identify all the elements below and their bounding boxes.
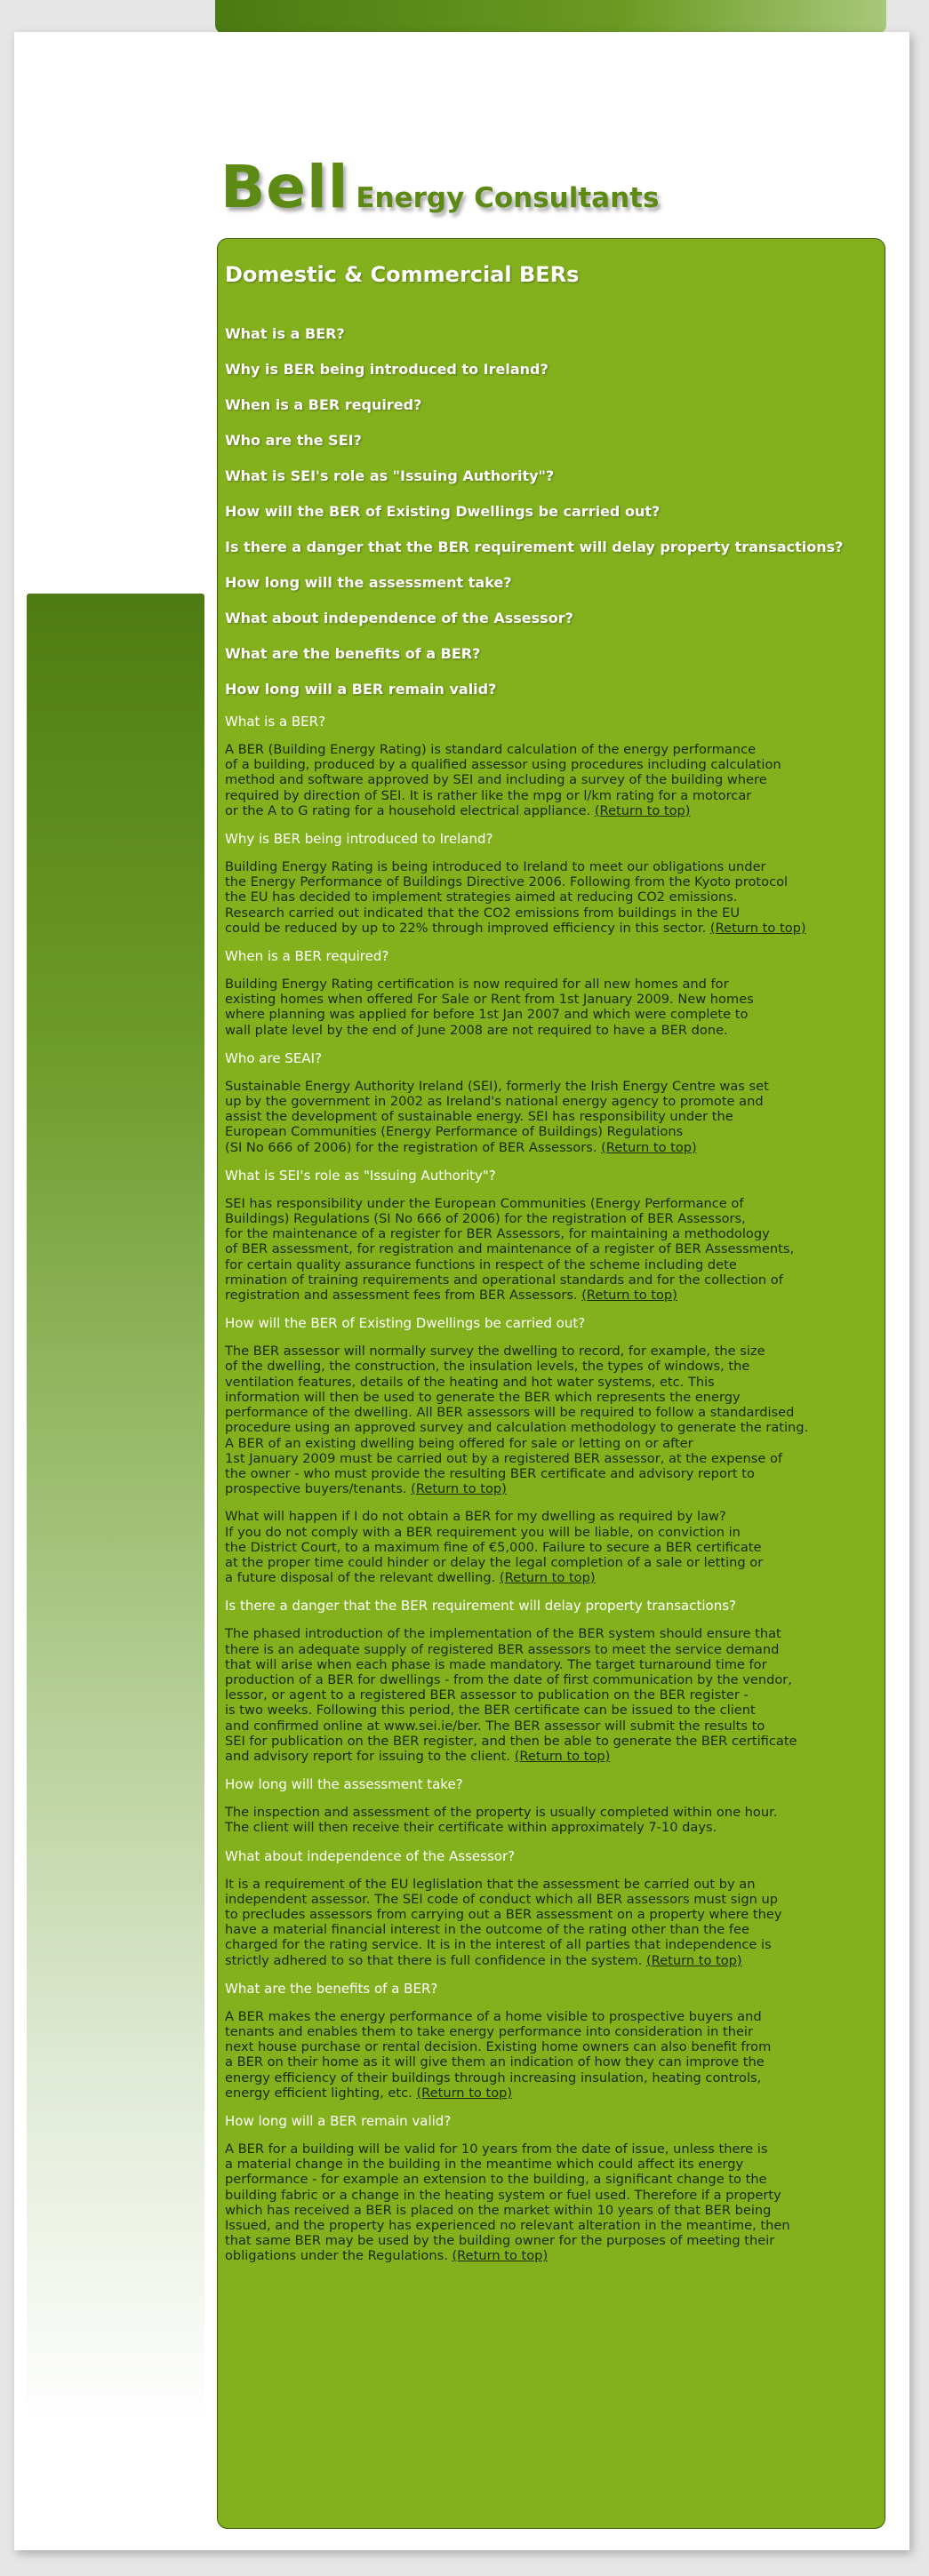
return-to-top-link[interactable]: (Return to top) [581, 1288, 677, 1304]
faq-answer-text: It is a requirement of the EU leglislation that the assessment be carried out by an independent assessor. The SEI code of conduct which all BER assessors must sign up to precludes assessors from carrying out a BER assessment on a property where they have a material financial interest in the outcome of the rating other than the fee charged for the rating service. It is in the interest of all parties that independence is strictly adhered to so that there is full confidence in the system. [225, 1876, 782, 1968]
faq-question: What about independence of the Assessor? [225, 1847, 516, 1864]
faq-question: When is a BER required? [225, 948, 389, 965]
toc-item [225, 575, 877, 591]
faq-answer-text: SEI has responsibility under the European Communities (Energy Performance of Buildings) Regulations (SI No 666 of 2006) for the registration of BER Assessors, for the maintenance of a register for BER Assessors, for maintaining a methodology of BER assessment, for registration and maintenance of a register of BER Assessments, for certain quality assurance functions in respect of the scheme including dete rmination of training requirements and operational standards and for the collection of registration and assessment fees from BER Assessors. [225, 1195, 795, 1304]
faq-question: Who are SEAI? [225, 1049, 322, 1066]
page-title: Domestic & Commercial BERs [225, 262, 580, 287]
faq-question: What is a BER? [225, 714, 326, 730]
toc-item [225, 468, 877, 484]
faq-answer-text: The BER assessor will normally survey the dwelling to record, for example, the size of the dwelling, the construction, the insulation levels, the types of windows, the ventilation features, details of the heating and hot water systems, etc. This information will then be used to generate the BER which represents the energy performance of the dwelling. All BER assessors will be required to follow a standardised procedure using an approved survey and calculation methodology to generate the rating. A BER of an existing dwelling being offered for sale or letting on or after 1st January 2009 must be carried out by a registered BER assessor, at the expense of the owner - who must provide the resulting BER certificate and advisory report to prospective buyers/tenants. [225, 1344, 809, 1497]
faq-answer [225, 1805, 877, 1835]
toc-item [225, 433, 877, 449]
toc-item [225, 504, 877, 520]
toc-link[interactable]: What is SEI's role as "Issuing Authority"? [225, 467, 555, 484]
toc-link[interactable]: Who are the SEI? [225, 432, 362, 449]
logo-brand-small: Energy Consultants [356, 182, 660, 214]
faq-question: What are the benefits of a BER? [225, 1980, 438, 1997]
toc-item [225, 362, 877, 378]
faq-question: How long will the assessment take? [225, 1776, 463, 1793]
faq-answer [225, 2141, 877, 2264]
faq-answer [225, 2009, 877, 2101]
site-logo[interactable] [220, 153, 659, 221]
toc-item [225, 326, 877, 342]
faq-answer [225, 1196, 877, 1303]
toc-link[interactable]: What about independence of the Assessor? [225, 610, 573, 626]
toc-link[interactable]: How will the BER of Existing Dwellings be carried out? [225, 503, 661, 520]
faq-answer-text: Building Energy Rating certification is now required for all new homes and for existing homes when offered For Sale or Rent from 1st January 2009. New homes where planning was applied for before 1st Jan 2007 and which were complete to wall plate level by the end of June 2008 are not required to have a BER done. [225, 977, 754, 1038]
faq-answer-text: A BER (Building Energy Rating) is standard calculation of the energy performance of a building, produced by a qualified assessor using procedures including calculation method and software approved by SEI and including a survey of the building where required by direction of SEI. It is rather like the mpg or l/km rating for a motorcar or the A to G rating for a household electrical appliance. [225, 742, 781, 818]
faq-answer [225, 1877, 877, 1968]
toc-link[interactable]: When is a BER required? [225, 396, 422, 413]
faq-answer [225, 742, 877, 818]
return-to-top-link[interactable]: (Return to top) [416, 2085, 513, 2101]
toc-item [225, 682, 877, 698]
return-to-top-link[interactable]: (Return to top) [594, 802, 691, 818]
faq-answer-text: The inspection and assessment of the property is usually completed within one hour. The client will then receive their certificate within approximately 7-10 days. [225, 1805, 778, 1836]
return-to-top-link[interactable]: (Return to top) [452, 2248, 549, 2264]
toc-item [225, 539, 877, 555]
faq-table-of-contents [225, 326, 877, 698]
sidebar-gradient [27, 594, 204, 2424]
main-content [217, 238, 885, 2529]
faq-answer [225, 1344, 877, 1496]
faq-answer-text: A BER for a building will be valid for 10 years from the date of issue, unless there is a material change in the building in the meantime which could affect its energy performance - for example an extension to the building, a significant change to the building fabric or a change in the heating system or fuel used. Therefore if a property which has received a BER is placed on the market within 10 years of that BER being Issued, and the property has experienced no relevant alteration in the meantime, then that same BER may be used by the building owner for the purposes of meeting their obligations under the Regulations. [225, 2141, 790, 2264]
faq-question: Is there a danger that the BER requirement will delay property transactions? [225, 1598, 737, 1615]
faq-answer-text: The phased introduction of the implementation of the BER system should ensure that there is an adequate supply of registered BER assessors to meet the service demand that will arise when each phase is made mandatory. The target turnaround time for production of a BER for dwellings - from the date of first communication by the vendor, lessor, or agent to a registered BER assessor to publication on the BER register - is two weeks. Following this period, the BER certificate can be issued to the client and confirmed online at www.sei.ie/ber. The BER assessor will submit the results to SEI for publication on the BER register, and then be able to generate the BER certificate and advisory report for issuing to the client. [225, 1626, 797, 1764]
faq-answer-text: A BER makes the energy performance of a home visible to prospective buyers and tenants and enables them to take energy performance into consideration in their next house purchase or rental decision. Existing home owners can also benefit from a BER on their home as it will give them an indication of how they can improve the energy efficiency of their buildings through increasing insulation, heating controls, energy efficient lighting, etc. [225, 2008, 772, 2101]
faq-answer [225, 1626, 877, 1764]
toc-link[interactable]: What is a BER? [225, 325, 345, 342]
faq-answer-text: Sustainable Energy Authority Ireland (SEI), formerly the Irish Energy Centre was set up by the government in 2002 as Ireland's national energy agency to promote and assist the development of sustainable energy. SEI has responsibility under the European Communities (Energy Performance of Buildings) Regulations (SI No 666 of 2006) for the registration of BER Assessors. [225, 1078, 769, 1155]
faq-answer [225, 977, 877, 1038]
return-to-top-link[interactable]: (Return to top) [601, 1139, 697, 1155]
return-to-top-link[interactable]: (Return to top) [499, 1570, 596, 1586]
toc-link[interactable]: How long will the assessment take? [225, 574, 512, 591]
return-to-top-link[interactable]: (Return to top) [645, 1952, 742, 1968]
toc-item [225, 610, 877, 626]
return-to-top-link[interactable]: (Return to top) [709, 920, 806, 936]
logo-brand-big: Bell [220, 153, 349, 221]
faq-question: Why is BER being introduced to Ireland? [225, 831, 493, 848]
return-to-top-link[interactable]: (Return to top) [514, 1748, 611, 1764]
faq-answer-text: Building Energy Rating is being introduced to Ireland to meet our obligations under the Energy Performance of Buildings Directive 2006. Following from the Kyoto protocol the EU has decided to implement strategies aimed at reducing CO2 emissions. Research carried out indicated that the CO2 emissions from buildings in the EU could be reduced by up to 22% through improved efficiency in this sector. [225, 859, 789, 936]
toc-item [225, 397, 877, 413]
faq-question: What is SEI's role as "Issuing Authority"? [225, 1167, 496, 1184]
return-to-top-link[interactable]: (Return to top) [411, 1481, 507, 1497]
faq-answer [225, 859, 877, 936]
toc-link[interactable]: How long will a BER remain valid? [225, 681, 497, 698]
faq-answer [225, 1509, 877, 1585]
faq-answer-text: What will happen if I do not obtain a BER for my dwelling as required by law? If you do not comply with a BER requirement you will be liable, on conviction in the District Court, to a maximum fine of €5,000. Failure to secure a BER certificate at the proper time could hinder or delay the legal completion of a sale or letting or a future disposal of the relevant dwelling. [225, 1509, 764, 1586]
faq-question: How will the BER of Existing Dwellings be carried out? [225, 1315, 586, 1332]
toc-link[interactable]: What are the benefits of a BER? [225, 645, 481, 662]
top-banner [215, 0, 886, 34]
toc-link[interactable]: Why is BER being introduced to Ireland? [225, 361, 549, 378]
faq-answer [225, 1079, 877, 1155]
toc-link[interactable]: Is there a danger that the BER requirement will delay property transactions? [225, 538, 844, 555]
faq-question: How long will a BER remain valid? [225, 2113, 452, 2129]
toc-item [225, 646, 877, 662]
